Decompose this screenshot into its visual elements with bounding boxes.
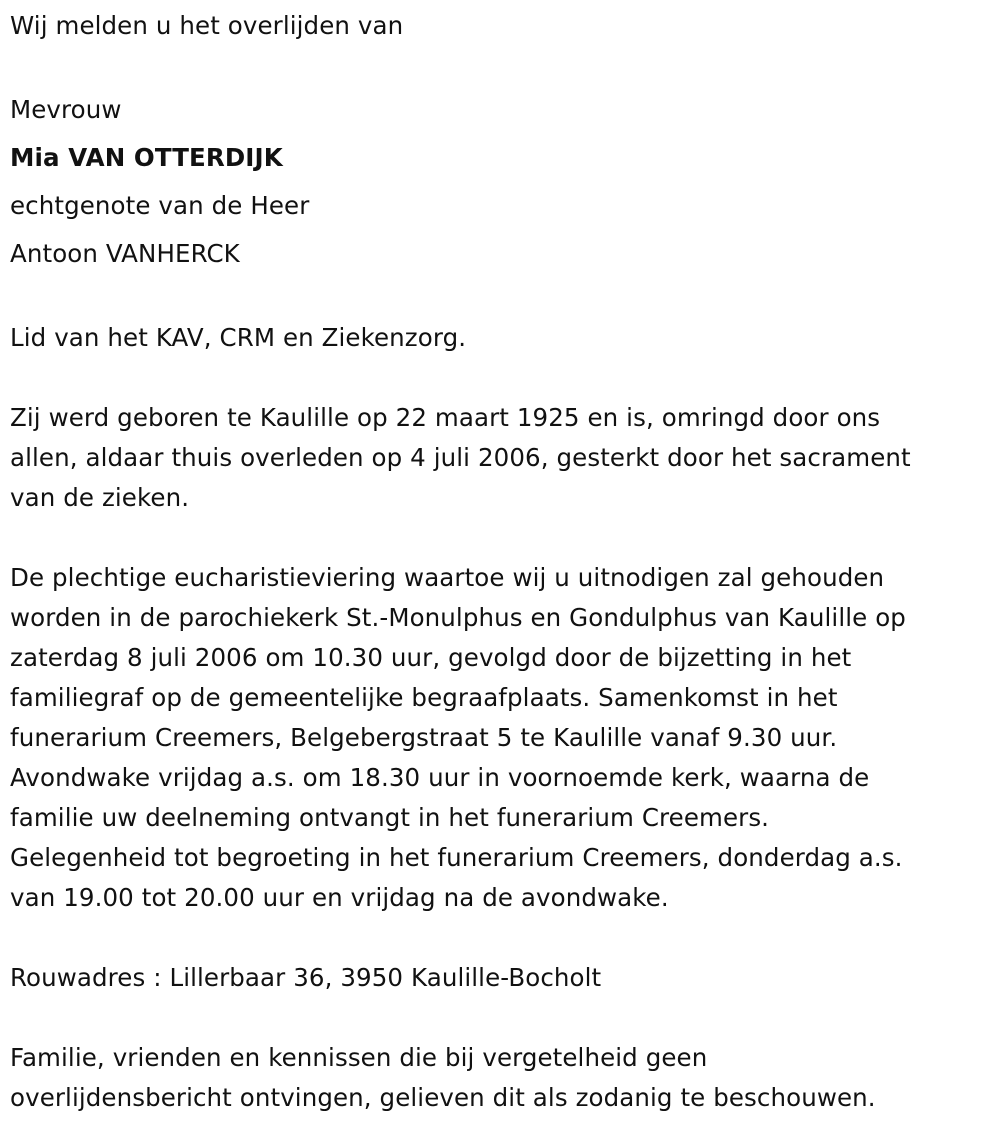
paragraph-line: Gelegenheid tot begroeting in het funerarium Creemers, donderdag a.s. bbox=[10, 843, 903, 872]
deceased-name: Mia VAN OTTERDIJK bbox=[10, 143, 283, 172]
paragraph-line: Zij werd geboren te Kaulille op 22 maart 1925 en is, omringd door ons bbox=[10, 403, 881, 432]
spouse-relation: echtgenote van de Heer bbox=[10, 191, 310, 220]
paragraph-line: overlijdensbericht ontvingen, gelieven dit als zodanig te beschouwen. bbox=[10, 1083, 876, 1112]
paragraph-line: funerarium Creemers, Belgebergstraat 5 te Kaulille vanaf 9.30 uur. bbox=[10, 723, 838, 752]
paragraph-line: Familie, vrienden en kennissen die bij vergetelheid geen bbox=[10, 1043, 708, 1072]
paragraph-line: worden in de parochiekerk St.-Monulphus en Gondulphus van Kaulille op bbox=[10, 603, 906, 632]
paragraph-line: allen, aldaar thuis overleden op 4 juli 2006, gesterkt door het sacrament bbox=[10, 443, 911, 472]
death-notice bbox=[10, 6, 995, 1118]
ceremony-paragraph bbox=[10, 558, 995, 918]
intro-line: Wij melden u het overlijden van bbox=[10, 11, 404, 40]
paragraph-line: familie uw deelneming ontvangt in het funerarium Creemers. bbox=[10, 803, 770, 832]
birth-death-paragraph bbox=[10, 398, 995, 518]
spouse-name: Antoon VANHERCK bbox=[10, 239, 240, 268]
membership-line: Lid van het KAV, CRM en Ziekenzorg. bbox=[10, 323, 467, 352]
deceased-block bbox=[10, 86, 995, 278]
mourning-address: Rouwadres : Lillerbaar 36, 3950 Kaulille-Bocholt bbox=[10, 963, 602, 992]
paragraph-line: familiegraf op de gemeentelijke begraafplaats. Samenkomst in het bbox=[10, 683, 838, 712]
closing-paragraph bbox=[10, 1038, 995, 1118]
paragraph-line: De plechtige eucharistieviering waartoe wij u uitnodigen zal gehouden bbox=[10, 563, 885, 592]
paragraph-line: Avondwake vrijdag a.s. om 18.30 uur in voornoemde kerk, waarna de bbox=[10, 763, 870, 792]
paragraph-line: van 19.00 tot 20.00 uur en vrijdag na de avondwake. bbox=[10, 883, 669, 912]
title: Mevrouw bbox=[10, 95, 122, 124]
paragraph-line: zaterdag 8 juli 2006 om 10.30 uur, gevolgd door de bijzetting in het bbox=[10, 643, 852, 672]
paragraph-line: van de zieken. bbox=[10, 483, 190, 512]
